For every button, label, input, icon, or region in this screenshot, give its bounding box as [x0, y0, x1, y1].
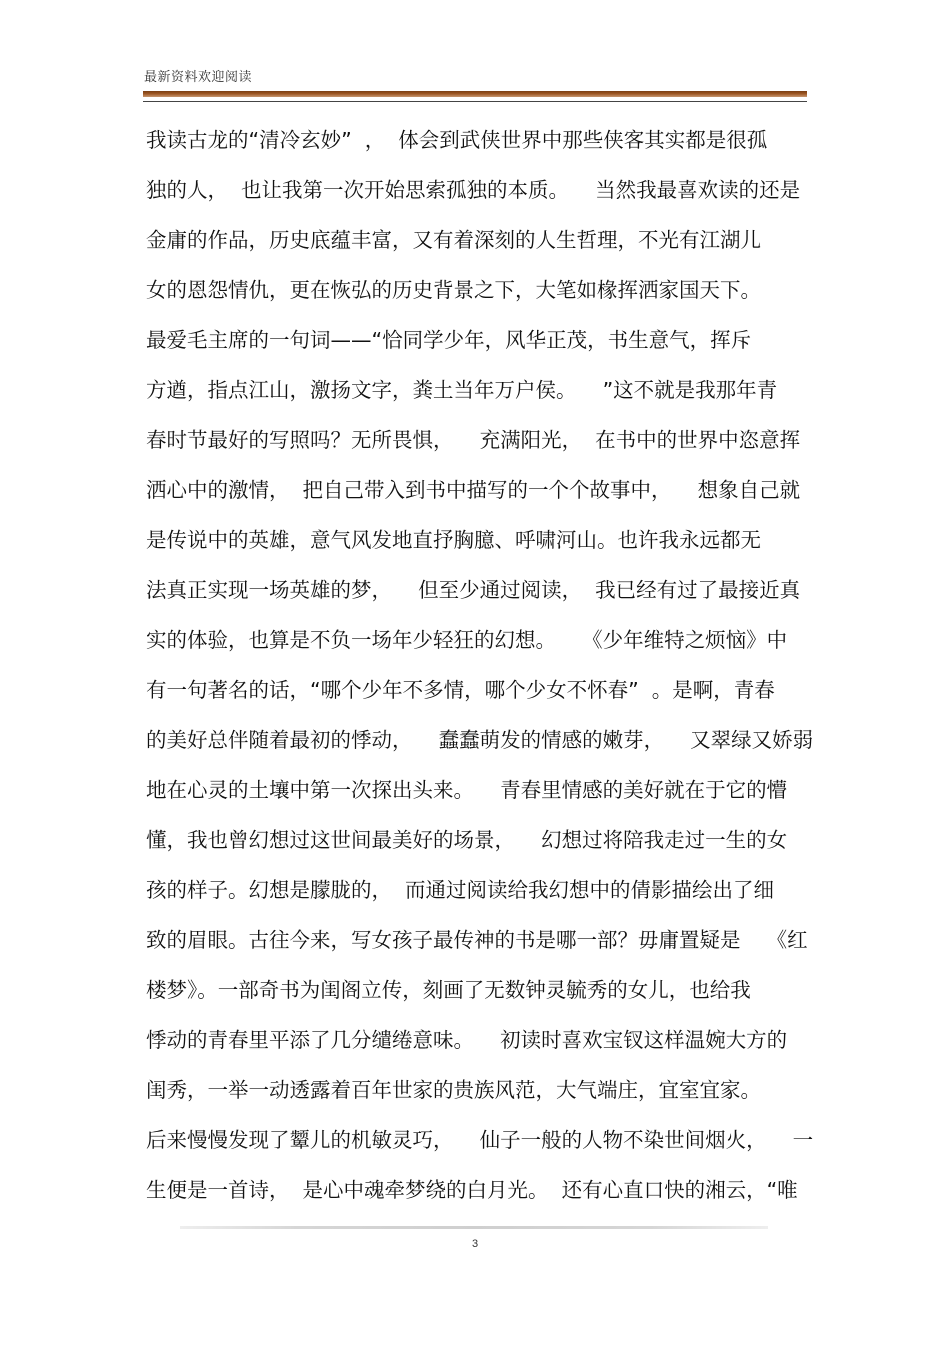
body-line: 悸动的青春里平添了几分缱绻意味。 初读时喜欢宝钗这样温婉大方的 [146, 1028, 788, 1052]
body-line: 有一句著名的话，“哪个少年不多情，哪个少女不怀春” 。是啊，青春 [146, 678, 775, 702]
body-line: 方遒，指点江山，激扬文字，粪土当年万户侯。 ”这不就是我那年青 [146, 378, 778, 402]
body-line: 懂，我也曾幻想过这世间最美好的场景， 幻想过将陪我走过一生的女 [146, 828, 788, 852]
body-line: 女的恩怨情仇，更在恢弘的历史背景之下，大笔如椽挥洒家国天下。 [146, 278, 761, 302]
header-rule-thick [143, 91, 807, 97]
body-line: 法真正实现一场英雄的梦， 但至少通过阅读， 我已经有过了最接近真 [146, 578, 801, 602]
page-number: 3 [471, 1238, 479, 1250]
body-line: 楼梦》。一部奇书为闺阁立传，刻画了无数钟灵毓秀的女儿，也给我 [146, 978, 751, 1002]
body-line: 的美好总伴随着最初的悸动， 蠢蠢萌发的情感的嫩芽， 又翠绿又娇弱 [146, 728, 814, 752]
body-line: 孩的样子。幻想是朦胧的， 而通过阅读给我幻想中的倩影描绘出了细 [146, 878, 775, 902]
footer-rule [180, 1226, 768, 1229]
body-text [146, 121, 816, 1221]
body-line: 地在心灵的土壤中第一次探出头来。 青春里情感的美好就在于它的懵 [146, 778, 788, 802]
body-line: 实的体验，也算是不负一场年少轻狂的幻想。 《少年维特之烦恼》中 [146, 628, 788, 652]
body-line: 是传说中的英雄，意气风发地直抒胸臆、呼啸河山。也许我永远都无 [146, 528, 761, 552]
body-line: 闺秀，一举一动透露着百年世家的贵族风范，大气端庄，宜室宜家。 [146, 1078, 761, 1102]
body-line: 独的人， 也让我第一次开始思索孤独的本质。 当然我最喜欢读的还是 [146, 178, 801, 202]
body-line: 金庸的作品，历史底蕴丰富，又有着深刻的人生哲理，不光有江湖儿 [146, 228, 761, 252]
body-line: 生便是一首诗， 是心中魂牵梦绕的白月光。 还有心直口快的湘云，“唯 [146, 1178, 798, 1202]
header-rule-thin [143, 101, 807, 102]
body-line: 后来慢慢发现了颦儿的机敏灵巧， 仙子一般的人物不染世间烟火， 一 [146, 1128, 814, 1152]
body-line: 我读古龙的“清冷玄妙” ， 体会到武侠世界中那些侠客其实都是很孤 [146, 128, 768, 152]
body-line: 最爱毛主席的一句词——“恰同学少年，风华正茂，书生意气，挥斥 [146, 328, 752, 352]
body-line: 春时节最好的写照吗？无所畏惧， 充满阳光， 在书中的世界中恣意挥 [146, 428, 801, 452]
body-line: 致的眉眼。古往今来，写女孩子最传神的书是哪一部？毋庸置疑是 《红 [146, 928, 808, 952]
header-label: 最新资料欢迎阅读 [144, 70, 253, 85]
body-line: 洒心中的激情， 把自己带入到书中描写的一个个故事中， 想象自己就 [146, 478, 801, 502]
